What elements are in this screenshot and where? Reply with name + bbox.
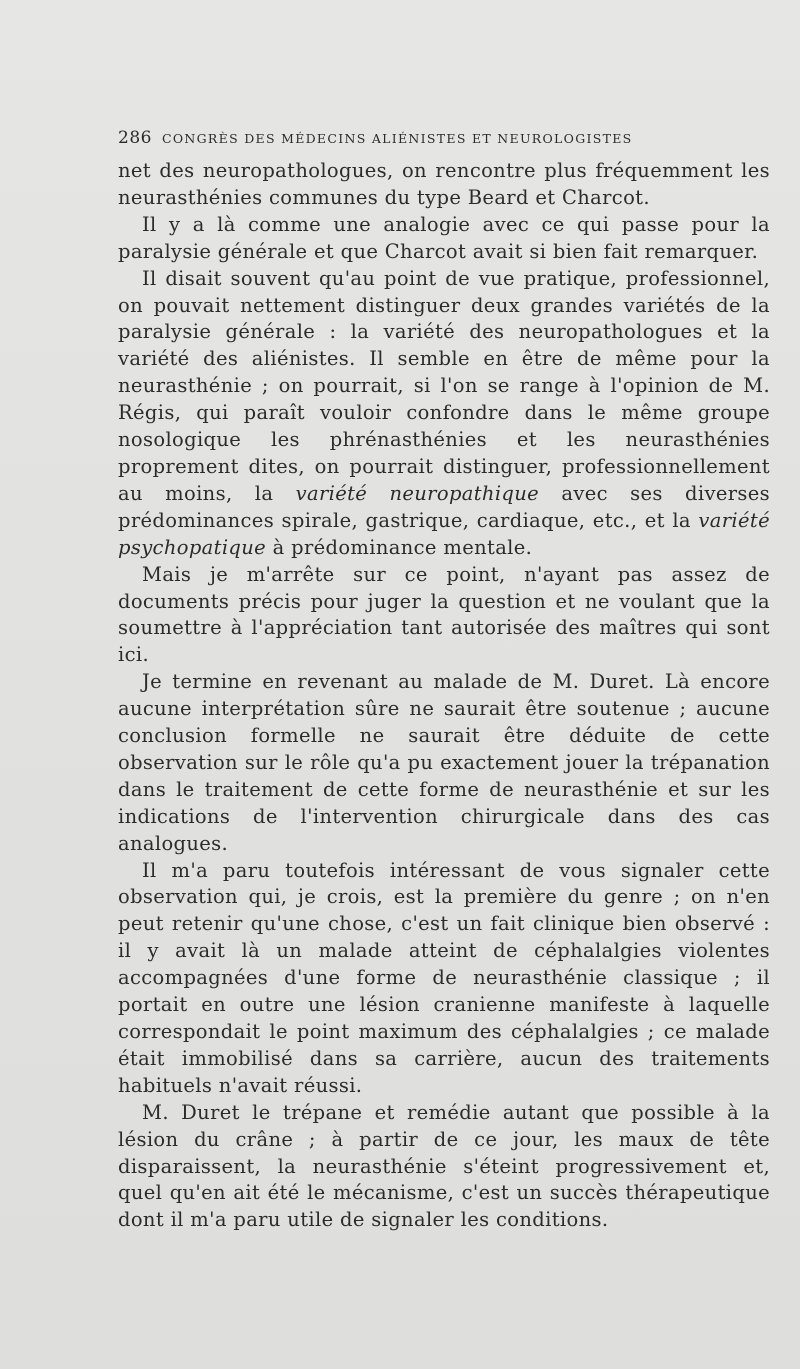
paragraph-1: net des neuropathologues, on rencontre plus fréquemment les neurasthénies communes du type Beard et Charcot. [118,159,770,209]
body-text [118,158,770,1234]
paragraph-3 [118,266,770,562]
paragraph-3-text-1: Il disait souvent qu'au point de vue pratique, professionnel, on pouvait nettement distinguer deux grandes variétés de la paralysie générale : la variété des neuropathologues et la variété des aliénistes. Il semble en être de même pour la neurasthénie ; on pourrait, si l'on se range à l'opinion de M. Régis, qui paraît vouloir confondre dans le même groupe nosologique les phrénasthénies et les neurasthénies proprement dites, on pourrait distinguer, professionnellement au moins, la [118,266,770,505]
paragraph-3-text-2: avec ses diverses prédominances spirale, gastrique, cardiaque, etc., et la [118,481,770,532]
paragraph-6: Il m'a paru toutefois intéressant de vous signaler cette observation qui, je crois, est la première du genre ; on n'en peut retenir qu'une chose, c'est un fait clinique bien observé : il y avait là un malade atteint de céphalalgies violentes accompagnées d'une forme de neurasthénie classique ; il portait en outre une lésion cranienne manifeste à laquelle correspondait le point maximum des céphalalgies ; ce malade était immobilisé dans sa carrière, aucun des traitements habituels n'avait réussi. [118,858,770,1097]
paragraph-5: Je termine en revenant au malade de M. Duret. Là encore aucune interprétation sûre ne saurait être soutenue ; aucune conclusion formelle ne saurait être déduite de cette observation sur le rôle qu'a pu exactement jouer la trépanation dans le traitement de cette forme de neurasthénie et sur les indications de l'intervention chirurgicale dans des cas analogues. [118,670,770,855]
paragraph-4: Mais je m'arrête sur ce point, n'ayant pas assez de documents précis pour juger la question et ne voulant que la soumettre à l'appréciation tant autorisée des maîtres qui sont ici. [118,562,770,667]
italic-term-neuropathic: variété neuropathique [295,481,540,505]
italic-term-psychopathic: variété psychopatique [118,508,770,559]
page-header [118,128,678,152]
paragraph-2: Il y a là comme une analogie avec ce qui passe pour la paralysie générale et que Charcot avait si bien fait remarquer. [118,212,770,263]
paragraph-3-text-3: à prédominance mentale. [266,535,533,559]
page-number: 286 [118,128,152,148]
paragraph-7: M. Duret le trépane et remédie autant que possible à la lésion du crâne ; à partir de ce jour, les maux de tête disparaissent, la neurasthénie s'éteint progressivement et, quel qu'en ait été le mécanisme, c'est un succès thérapeutique dont il m'a paru utile de signaler les conditions. [118,1100,770,1232]
running-title: CONGRÈS DES MÉDECINS ALIÉNISTES ET NEUROLOGISTES [162,131,633,146]
